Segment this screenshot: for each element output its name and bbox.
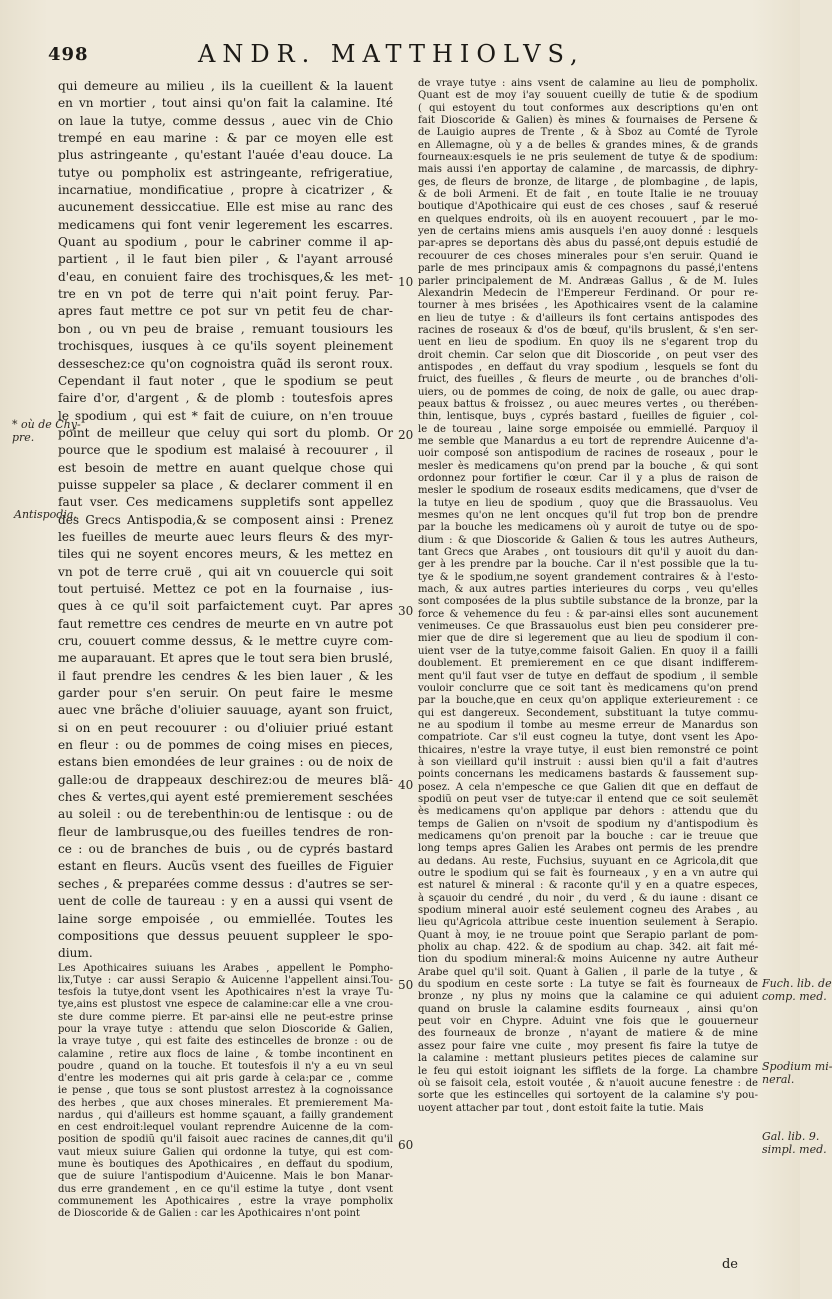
text-line: Quant est de moy i'ay souuent cueilly de tutie & de spodium <box>418 90 758 102</box>
annotation-line: que de suiure l'antispodium d'Auicenne. Mais le bon Manar- <box>58 1171 393 1183</box>
text-line: spodiũ on peut vser de tutye:car il entend que ce soit seulemẽt <box>418 793 758 805</box>
annotation-line: la vraye tutye , qui est faite des estincelles de bronze : ou de <box>58 1036 393 1048</box>
text-line: me auparauant. Et apres que le tout sera bien bruslé, <box>58 651 393 666</box>
annotation-line: nardus , qui d'ailleurs est homme sçauant, a failly grandement <box>58 1109 393 1121</box>
page-number: 498 <box>48 44 89 65</box>
text-line: puisse suppeler sa place , & declarer comment il en <box>58 477 393 492</box>
text-line: ges, de fleurs de bronze, de litarge , de plombagine , de lapis, <box>418 176 758 188</box>
text-line: peaux battus & froissez , ou auec meures vertes , ou therében- <box>418 398 758 410</box>
text-line: aucunement dessiccatiue. Elle est mise au ranc des <box>58 200 393 215</box>
annotation-line: Les Apothicaires suiuans les Arabes , appellent le Pompho- <box>58 962 393 974</box>
line-number: 60 <box>398 1138 414 1152</box>
text-line: en lieu de tutye : & d'ailleurs ils font certains antispodes des <box>418 312 758 324</box>
text-line: ce : ou de branches de buis , ou de cyprés bastard <box>58 842 393 857</box>
text-line: dium. <box>58 946 93 961</box>
text-line: fleur de lambrusque,ou des fueilles tendres de ron- <box>58 824 393 839</box>
text-line: posez. A cela n'empesche ce que Galien dit que en deffaut de <box>418 781 758 793</box>
text-line: droit chemin. Car selon que dit Dioscoride , on peut vser des <box>418 349 758 361</box>
line-number: 10 <box>398 275 414 289</box>
text-line: tre en vn pot de terre qui n'ait point feruy. Par- <box>58 287 393 302</box>
margin-note-chypre: * où de Chy- pre. <box>12 418 81 444</box>
text-line: d'eau, en conuient faire des trochisques,& les met- <box>58 269 393 284</box>
text-line: point de meilleur que celuy qui sort du plomb. Or <box>58 425 393 440</box>
text-line: quand on brusle la calamine esdits fourneaux , ainsi qu'on <box>418 1003 758 1015</box>
text-line: trochisques, iusques à ce qu'ils soyent pleinement <box>58 339 393 354</box>
text-line: uoyent attacher par tout , dont estoit faite la tutie. Mais <box>418 1102 704 1114</box>
text-line: ( qui estoyent du tout conformes aux descriptions qu'en ont <box>418 102 758 114</box>
text-line: ger à les prendre par la bouche. Car il n'est possible que la tu- <box>418 559 758 571</box>
text-line: est besoin de mettre en auant quelque chose qui <box>58 460 393 475</box>
text-line: doublement. Et premierement en ce que disant indifferem- <box>418 658 758 670</box>
text-line: qui demeure au milieu , ils la cueillent & la lauent <box>58 79 393 93</box>
text-line: thicaires, n'estre la vraye tutye, il eust bien remonstré ce point <box>418 744 758 756</box>
text-line: fourneaux:esquels ie ne pris seulement de tutye & de spodium: <box>418 152 758 164</box>
text-line: desseschez:ce qu'on cognoistra quãd ils seront roux. <box>58 356 393 371</box>
text-line: en fleur : ou de pommes de coing mises en pieces, <box>58 738 393 753</box>
text-line: dium : & que Dioscoride & Galien & tous les autres Autheurs, <box>418 534 758 546</box>
text-line: en Allemagne, où y a de belles & grandes mines, & de grands <box>418 139 758 151</box>
text-line: incarnatiue, mondificatiue , propre à cicatrizer , & <box>58 183 393 198</box>
text-line: faut vser. Ces medicamens suppletifs sont appellez <box>58 495 393 510</box>
text-line: garder pour s'en seruir. On peut faire le mesme <box>58 686 393 701</box>
text-line: est naturel & mineral : & raconte qu'il y en a quatre especes, <box>418 880 758 892</box>
annotation-line: mune ès boutiques des Apothicaires , en deffaut du spodium, <box>58 1159 393 1171</box>
text-line: tant Grecs que Arabes , ont tousiours dit qu'il y auoit du dan- <box>418 547 758 559</box>
text-line: racines de roseaux & d'os de bœuf, qu'ils bruslent, & s'en ser- <box>418 324 758 336</box>
line-number: 20 <box>398 428 414 442</box>
text-line: par-apres se deportans dès abus du passé,ont depuis estudié de <box>418 238 758 250</box>
annotation-line: communement les Apothicaires , estre la vraye pompholix <box>58 1195 393 1207</box>
text-line: il faut prendre les cendres & les bien lauer , & les <box>58 668 393 683</box>
text-line: tutye ou pompholix est astringeante, refrigeratiue, <box>58 165 393 180</box>
text-line: Quant à moy, ie ne trouue point que Serapio parlant de pom- <box>418 929 758 941</box>
text-line: uoir composé son antispodium de racines de roseaux , pour le <box>418 448 758 460</box>
catchword: de <box>721 1257 738 1272</box>
text-line: par la bouche,que en ceux qu'on applique exterieurement : ce <box>418 695 758 707</box>
page-header <box>48 40 748 70</box>
text-line: Quant au spodium , pour le cabriner comme il ap- <box>58 235 393 250</box>
text-line: assez pour faire vne cuite , moy present fis faire la tutye de <box>418 1040 758 1052</box>
text-line: temps de Galien on n'vsoit de spodium ny d'antispodium ès <box>418 818 758 830</box>
text-line: yen de certains miens amis ausquels i'en auoy donné : lesquels <box>418 226 758 238</box>
text-line: pholix au chap. 422. & de spodium au chap. 342. ait fait mé- <box>418 942 758 954</box>
annotation-line: lix,Tutye : car aussi Serapio & Auicenne l'appellent ainsi.Tou- <box>58 974 393 986</box>
text-line: mesler ès medicamens qu'on prend par la bouche , & qui sont <box>418 460 758 472</box>
text-line: parle de mes principaux amis & compagnons du passé,i'entens <box>418 263 758 275</box>
text-line: tion du spodium mineral:& moins Auicenne ny autre Autheur <box>418 954 758 966</box>
text-line: spodium mineral auoir esté seulement cogneu des Arabes , au <box>418 905 758 917</box>
text-line: tout pertuisé. Mettez ce pot en la fournaise , ius- <box>58 581 393 596</box>
text-line: le de toureau , laine sorge empoisée ou emmiellé. Parquoy il <box>418 423 758 435</box>
text-line: qui est dangereux. Secondement, substituant la tutye commu- <box>418 707 758 719</box>
text-line: de vraye tutye : ains vsent de calamine au lieu de pompholix. <box>418 78 758 89</box>
text-line: au soleil : ou de terebenthin:ou de lentisque : ou de <box>58 807 393 822</box>
text-line: tourner à mes brisées , les Apothicaires vsent de la calamine <box>418 300 758 312</box>
margin-note-antispodia: Antispodia. <box>14 508 77 521</box>
annotation-line: vaut mieux suiure Galien qui ordonne la tutye, qui est com- <box>58 1146 393 1158</box>
text-line: bronze , ny plus ny moins que la calamine ce qui aduient <box>418 991 758 1003</box>
text-line: à son vieillard qu'il instruit : aussi bien qu'il a fait d'autres <box>418 756 758 768</box>
text-line: tiles qui ne soyent encores meurs, & les mettez en <box>58 547 393 562</box>
text-line: me semble que Manardus a eu tort de reprendre Auicenne d'a- <box>418 435 758 447</box>
text-line: sont composées de la plus subtile substance de la bronze, par la <box>418 596 758 608</box>
text-line: mesmes qu'on ne lent oncques qu'il fut trop bon de prendre <box>418 510 758 522</box>
text-line: lieu qu'Agricola attribue ceste inuention seulement à Serapio. <box>418 917 758 929</box>
text-line: points concernans les medicamens bastards & faussement sup- <box>418 769 758 781</box>
text-line: en quelques endroits, où ils en auoyent recouuert , par le mo- <box>418 213 758 225</box>
text-line: estant en fleurs. Aucũs vsent des fueilles de Figuier <box>58 859 393 874</box>
text-line: vn pot de terre cruë , qui ait vn couuercle qui soit <box>58 564 393 579</box>
text-line: la tutye en lieu de spodium , quoy que die Brassauolus. Veu <box>418 497 758 509</box>
text-line: uent en lieu de spodium. En quoy ils ne s'egarent trop du <box>418 337 758 349</box>
text-line: Cependant il faut noter , que le spodium se peut <box>58 373 393 388</box>
margin-note-galien: Gal. lib. 9. simpl. med. <box>762 1130 827 1156</box>
text-line: recouurer de ces choses minerales pour s'en seruir. Quand ie <box>418 250 758 262</box>
text-line: galle:ou de drappeaux deschirez:ou de meures blã- <box>58 772 393 787</box>
text-line: des fourneaux de bronze , n'ayant de matiere & de mine <box>418 1028 758 1040</box>
text-line: ches & vertes,qui ayent esté premierement seschées <box>58 790 393 805</box>
text-line: des Grecs Antispodia,& se composent ainsi : Prenez <box>58 512 393 527</box>
text-line: compatriote. Car s'il eust cogneu la tutye, dont vsent les Apo- <box>418 732 758 744</box>
text-line: on laue la tutye, comme dessus , auec vin de Chio <box>58 113 393 128</box>
text-line: uent de colle de taureau : y en a aussi qui vsent de <box>58 894 393 909</box>
text-line: medicamens qui font venir legerement les escarres. <box>58 217 393 232</box>
text-line: estans bien emondées de leur graines : ou de noix de <box>58 755 393 770</box>
text-line: ordonnez pour fortifier le cœur. Car il y a plus de raison de <box>418 473 758 484</box>
text-line: mesler le spodium de roseaux esdits medicamens, que d'vser de <box>418 485 758 497</box>
text-line: ment qu'il faut vser de tutye en deffaut de spodium , il semble <box>418 670 758 682</box>
text-line: fruict, des fueilles , & fleurs de meurte , ou de branches d'oli- <box>418 374 758 386</box>
text-line: la calamine : mettant plusieurs petites pieces de calamine sur <box>418 1053 758 1065</box>
running-head: ANDR. MATTHIOLVS, <box>198 40 585 68</box>
annotation-line: ie pense , que tous se sont plustost arrestez à la cognoissance <box>58 1085 393 1097</box>
text-line: long temps apres Galien les Arabes ont permis de les prendre <box>418 843 758 855</box>
text-line: en vn mortier , tout ainsi qu'on fait la calamine. Ité <box>58 96 393 111</box>
text-line: trempé en eau marine : & par ce moyen elle est <box>58 131 393 146</box>
annotation-line: calamine , retire aux flocs de laine , & tombe incontinent en <box>58 1048 393 1060</box>
text-line: Alexandrin Medecin de l'Empereur Ferdinand. Or pour re- <box>418 287 758 299</box>
text-line: force & vehemence du feu : & par-ainsi elles sont aucunement <box>418 608 758 620</box>
annotation-line: tye,ains est plustost vne espece de calamine:car elle a vne crou- <box>58 999 393 1011</box>
text-line: seches , & preparées comme dessus : d'autres se ser- <box>58 876 393 891</box>
annotation-line: ste dure comme pierre. Et par-ainsi elle ne peut-estre prinse <box>58 1011 393 1023</box>
text-line: boutique d'Apothicaire qui eust de ces choses , sauf & reserué <box>418 201 758 213</box>
text-line: apres faut mettre ce pot sur vn petit feu de char- <box>58 304 393 319</box>
text-line: uiers, ou de pommes de coing, de noix de galle, ou auec drap- <box>418 386 758 398</box>
text-line: mais aussi i'en apportay de calamine , de marcassis, de diphry- <box>418 164 758 176</box>
text-line: au dedans. Au reste, Fuchsius, suyuant en ce Agricola,dit que <box>418 855 758 867</box>
text-line: tye & le spodium,ne soyent grandement contraires & à l'esto- <box>418 571 758 583</box>
text-line: peut voir en Chypre. Aduint vne fois que le gouuerneur <box>418 1016 758 1028</box>
text-line: partient , il le faut bien piler , & l'ayant arrousé <box>58 252 393 267</box>
text-line: uient vser de la tutye,comme faisoit Galien. En quoy il a failli <box>418 645 758 657</box>
text-line: parler principalement de M. Andræas Gallus , & de M. Iules <box>418 275 758 287</box>
text-line: Arabe quel qu'il soit. Quant à Galien , il parle de la tutye , & <box>418 966 758 978</box>
text-line: pource que le spodium est malaisé à recouurer , il <box>58 443 393 458</box>
annotation-line: pour la vraye tutye : attendu que selon Dioscoride & Galien, <box>58 1023 393 1035</box>
text-line: venimeuses. Ce que Brassauolus eust bien peu considerer pre- <box>418 621 758 633</box>
text-line: fait Dioscoride & Galien) ès mines & fournaises de Persene & <box>418 115 758 127</box>
text-line: où se faisoit cela, estoit voutée , & n'auoit aucune fenestre : de <box>418 1077 758 1089</box>
text-line: cru, couuert comme dessus, & le mettre cuyre com- <box>58 634 393 648</box>
left-column <box>58 78 393 1220</box>
text-line: le feu qui estoit ioignant les sifflets de la forge. La chambre <box>418 1065 758 1077</box>
text-line: medicamens qu'on prenoit par la bouche : car ie treuue que <box>418 830 758 842</box>
text-line: laine sorge empoisée , ou emmiellée. Toutes les <box>58 911 393 926</box>
line-number: 50 <box>398 978 414 992</box>
annotation-line: des herbes , que aux choses minerales. Et premierement Ma- <box>58 1097 393 1109</box>
text-line: bon , ou vn peu de braise , remuant tousiours les <box>58 321 393 336</box>
annotation-line: d'entre les modernes qui ait pris garde à cela:par ce , comme <box>58 1073 393 1085</box>
text-line: ès medicamens qu'on applique par dehors : attendu que du <box>418 806 758 818</box>
annotation-line: dus erre grandement , en ce qu'il estime la tutye , dont vsent <box>58 1183 393 1195</box>
margin-note-spodium-mineral: Spodium mi- neral. <box>762 1060 832 1086</box>
text-line: le spodium , qui est * fait de cuiure, on n'en trouue <box>58 408 393 423</box>
annotation-line: de Dioscoride & de Galien : car les Apothicaires n'ont point <box>58 1208 360 1220</box>
text-line: & de boli Armeni. Et de fait , en toute Italie ie ne trouuay <box>418 189 758 201</box>
margin-note-fuchsius: Fuch. lib. de comp. med. <box>762 977 832 1003</box>
text-line: si on en peut recouurer : ou d'oliuier priué estant <box>58 720 393 735</box>
right-column <box>418 78 758 1115</box>
text-line: du spodium en ceste sorte : La tutye se fait ès fourneaux de <box>418 979 758 991</box>
text-line: mier que de dire si legerement que au lieu de spodium il con- <box>418 633 758 645</box>
text-line: les fueilles de meurte auec leurs fleurs & des myr- <box>58 529 393 544</box>
annotation-line: position de spodiũ qu'il faisoit auec racines de cannes,dit qu'il <box>58 1134 393 1146</box>
text-line: auec vne brãche d'oliuier sauuage, ayant son fruict, <box>58 703 393 718</box>
line-number: 40 <box>398 778 414 792</box>
text-line: plus astringeante , qu'estant l'auée d'eau douce. La <box>58 148 393 163</box>
text-line: compositions que dessus peuuent suppleer le spo- <box>58 928 393 943</box>
text-line: outre le spodium qui se fait ès fourneaux , y en a vn autre qui <box>418 868 758 879</box>
annotation-line: en cest endroit:lequel voulant reprendre Auicenne de la com- <box>58 1122 393 1134</box>
text-line: mach, & aux autres parties interieures du corps , veu qu'elles <box>418 584 758 596</box>
line-number: 30 <box>398 604 414 618</box>
text-line: faut remettre ces cendres de meurte en vn autre pot <box>58 616 393 631</box>
text-line: par la bouche les medicamens où y auroit de tutye ou de spo- <box>418 522 758 534</box>
text-line: vouloir conclurre que ce soit tant ès medicamens qu'on prend <box>418 682 758 694</box>
text-line: à sçauoir du cendré , du noir , du verd , & du iaune : disant ce <box>418 892 758 904</box>
text-line: faire d'or, d'argent , & de plomb : toutesfois apres <box>58 391 393 406</box>
annotation-line: tesfois la tutye,dont vsent les Apothicaires n'est la vraye Tu- <box>58 987 393 999</box>
text-line: thin, lentisque, buys , cyprés bastard , fueilles de figuier , col- <box>418 411 758 423</box>
text-line: ne au spodium il tombe au mesme erreur de Manardus son <box>418 719 758 731</box>
text-line: de Lauigio aupres de Trente , & à Sboz au Comté de Tyrole <box>418 127 758 139</box>
text-line: ques à ce qu'il soit parfaictement cuyt. Par apres <box>58 599 393 614</box>
text-line: sorte que les estincelles qui sortoyent de la calamine s'y pou- <box>418 1090 758 1102</box>
text-line: antispodes , en deffaut du vray spodium , lesquels se font du <box>418 361 758 373</box>
annotation-line: poudre , quand on la touche. Et toutesfois il n'y a eu vn seul <box>58 1060 393 1072</box>
